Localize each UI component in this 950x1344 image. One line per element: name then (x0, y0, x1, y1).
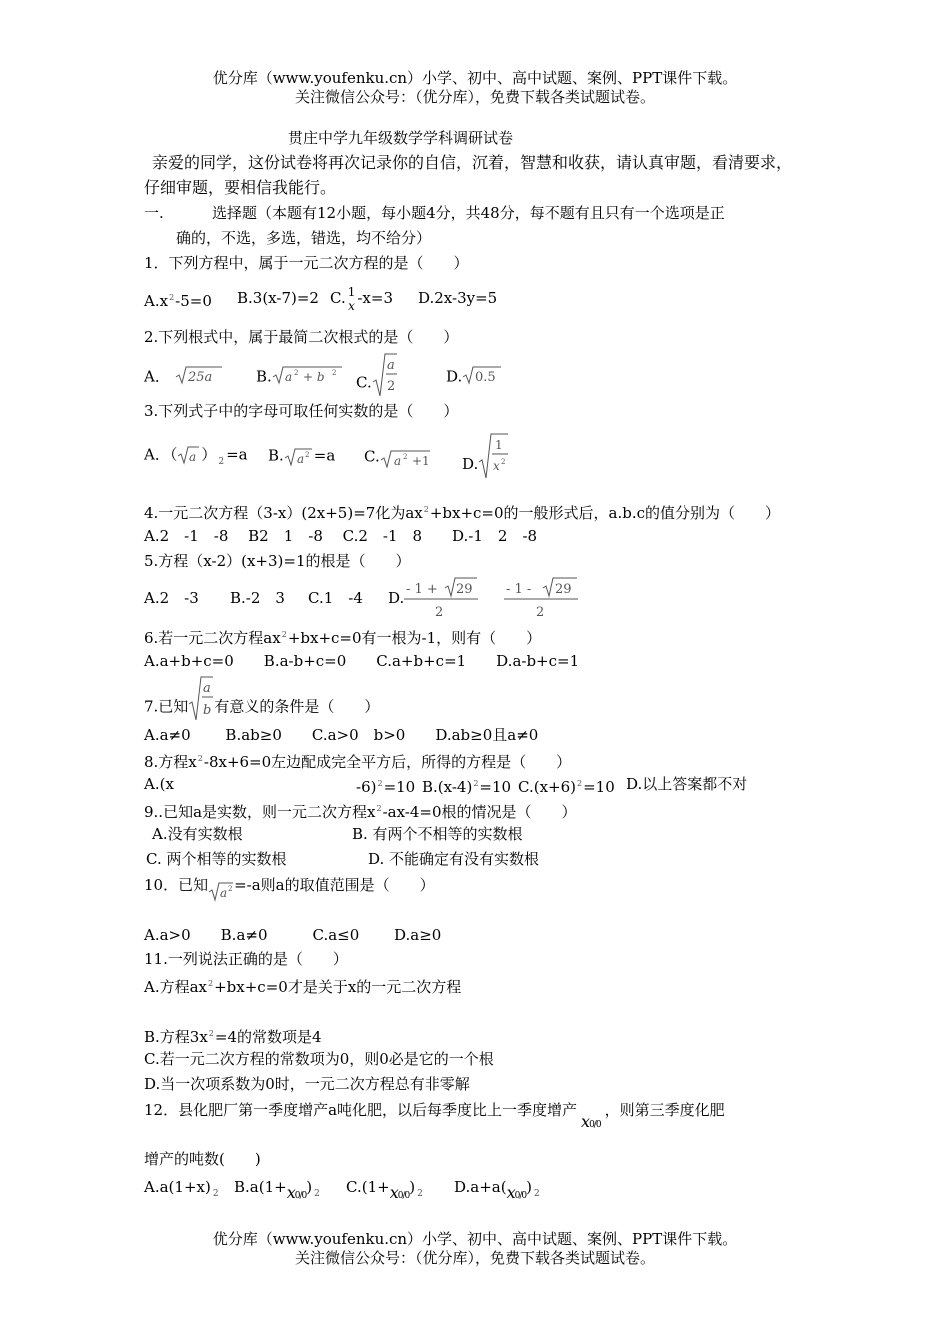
q8-stem: 8.方程$x^2-8x+6=0$左边配成完全平方后，所得的方程是（ ） (144, 753, 572, 771)
q9-option-b: B. 有两个不相等的实数根 (352, 825, 523, 843)
q2-option-c: C. a 2 (356, 352, 398, 415)
sqrt-frac-icon (478, 430, 510, 500)
fraction-sqrt-icon (403, 576, 479, 622)
q3-option-b: B. a 2 =a (268, 441, 335, 472)
q5-option-b: B.-2 3 (230, 589, 285, 607)
percent-x: x0/0 (581, 1112, 601, 1131)
percent-x: x0/0 (506, 1183, 527, 1202)
section-number: 一. (144, 204, 164, 222)
q5-d2-denominator: 2 (536, 605, 545, 620)
q5-d1-denominator: 2 (435, 605, 444, 620)
intro-line-1: 亲爱的同学，这份试卷将再次记录你的自信，沉着，智慧和收获，请认真审题，看清要求， (152, 153, 793, 172)
sqrt-icon (462, 364, 502, 391)
q8-option-c: $C.(x+6)^2=10$ (518, 778, 615, 796)
section-heading-line-2: 确的，不选，多选，错选，均不给分） (176, 229, 432, 247)
q2-option-d: D. 0.5 (446, 364, 502, 391)
q11-option-d: D.当一次项系数为0时，一元二次方程总有非零解 (144, 1075, 470, 1093)
q5-d1-radicand: 29 (456, 582, 473, 597)
fraction-sqrt-icon (503, 576, 579, 622)
q12-stem-line-2: 增产的吨数( ) (144, 1150, 261, 1168)
q10-options: A.a>0 B.a≠0 C.a≤0 D.a≥0 (144, 926, 442, 944)
q4-options: A.2 -1 -8 B2 1 -8 C.2 -1 8 D.-1 2 -8 (144, 527, 538, 545)
q2-option-b: B. a 2 + b 2 (256, 364, 344, 391)
q10-radicand: a (220, 886, 228, 900)
q9-option-c: C. 两个相等的实数根 (146, 850, 287, 868)
q1-option-d: D.2x-3y=5 (418, 289, 498, 307)
q3-option-c: C. a 2 +1 (364, 441, 432, 474)
q2-c-denominator: 2 (386, 379, 395, 394)
q5-option-d-label: D. (388, 589, 405, 607)
q7-denominator: b (203, 703, 212, 718)
sqrt-icon (380, 441, 432, 474)
q2-stem: 2.下列根式中，属于最简二次根式的是（ ） (144, 328, 459, 346)
q5-d2-numerator: - 1 - (506, 582, 532, 597)
q6-stem: 6.若一元二次方程$ax^2+bx+c=0$有一根为-1，则有（ ） (144, 629, 542, 647)
q3-stem: 3.下列式子中的字母可取任何实数的是（ ） (144, 402, 459, 420)
q6-options: A.a+b+c=0 B.a-b+c=0 C.a+b+c=1 D.a-b+c=1 (144, 652, 580, 670)
q3-c-radicand: a (393, 454, 401, 468)
q8-option-a-end: -6)$^2$=10 (356, 778, 416, 796)
footer-line-2: 关注微信公众号：（优分库），免费下载各类试题试卷。 (294, 1249, 655, 1267)
q11-option-a: A.方程$ax^2+bx+c=0$才是关于x的一元二次方程 (144, 978, 462, 996)
q2-b-term-b: + b (302, 370, 325, 384)
q1-option-b: B.3(x-7)=2 (237, 289, 319, 307)
q3-d-numerator: 1 (495, 438, 503, 452)
q12-option-a: A.a(1+x) $_2$ (144, 1178, 219, 1199)
sqrt-icon (208, 874, 234, 907)
sqrt-icon (175, 364, 223, 391)
q3-c-exponent: 2 (402, 453, 408, 461)
q11-option-b: B.方程$3x^2=4$的常数项是4 (144, 1028, 322, 1046)
percent-x: x0/0 (286, 1183, 307, 1202)
sqrt-icon (177, 441, 201, 470)
q12-option-b: B.a(1+x0/0) $_2$ (234, 1177, 322, 1206)
q2-b-exp-b: 2 (331, 369, 337, 377)
q11-stem: 11.一列说法正确的是（ ） (144, 950, 348, 968)
q3-b-radicand: a (296, 452, 304, 466)
q3-c-term: +1 (411, 454, 430, 468)
q7-stem: 7.已知 a b 有意义的条件是（ ） (144, 674, 379, 741)
q5-d2-radicand: 29 (555, 582, 572, 597)
sqrt-icon (284, 441, 314, 472)
q7-numerator: a (203, 681, 212, 696)
q3-d-denominator: x (493, 459, 501, 473)
q9-stem: 9..已知a是实数，则一元二次方程$x^2-ax-4=0$根的情况是（ ） (144, 803, 577, 821)
q12-stem-line-1: 12．县化肥厂第一季度增产a吨化肥，以后每季度比上一季度增产x0/0，则第三季度化肥 (144, 1100, 725, 1135)
q2-b-term-a: a (284, 370, 292, 384)
q10-stem: 10．已知 a 2 =-a则a的取值范围是（ ） (144, 874, 435, 907)
header-line-1: 优分库（www.youfenku.cn）小学、初中、高中试题、案例、PPT课件下载。 (212, 69, 738, 87)
q5-d1-numerator: - 1 + (406, 582, 438, 597)
q4-stem: 4.一元二次方程（3-x）(2x+5)=7化为$ax^2+bx+c=0$的一般形式后，a.b.c的值分别为（ ） (144, 504, 781, 522)
percent-x: x0/0 (389, 1183, 410, 1202)
q3-d-exponent: 2 (501, 458, 506, 466)
q2-b-exp-a: 2 (293, 369, 299, 377)
q5-option-c: C.1 -4 (308, 589, 363, 607)
footer-line-1: 优分库（www.youfenku.cn）小学、初中、高中试题、案例、PPT课件下载。 (212, 1230, 738, 1248)
q9-option-d: D. 不能确定有没有实数根 (368, 850, 540, 868)
q1-option-c: C. 1 x -x=3 (330, 285, 393, 313)
q3-a-radicand: a (189, 450, 197, 464)
q11-option-c: C.若一元二次方程的常数项为0，则0必是它的一个根 (144, 1050, 494, 1068)
q3-b-exponent: 2 (304, 451, 310, 459)
q9-option-a: A.没有实数根 (152, 825, 243, 843)
intro-line-2: 仔细审题，要相信我能行。 (144, 178, 337, 197)
q12-option-c: C.(1+x0/0) $_2$ (346, 1177, 425, 1206)
q2-d-radicand: 0.5 (475, 370, 496, 385)
q12-option-d: D.a+a(x0/0) $_2$ (454, 1177, 542, 1206)
header-line-2: 关注微信公众号：（优分库），免费下载各类试题试卷。 (294, 88, 655, 106)
q3-option-a: A．（ a ） $_2$ =a (144, 441, 248, 472)
page-title: 贯庄中学九年级数学学科调研试卷 (288, 129, 514, 147)
sqrt-icon (272, 364, 344, 391)
q8-option-b: $B.(x-4)^2=10$ (422, 778, 512, 796)
q2-option-a: A． 25a (144, 364, 223, 391)
q1-stem: 1．下列方程中，属于一元二次方程的是（ ） (144, 254, 469, 272)
q1-option-a: $A.x^2-5=0$ (144, 292, 212, 310)
q8-option-d: D.以上答案都不对 (626, 775, 748, 793)
q3-option-d: D. 1 x 2 (462, 430, 510, 500)
q5-stem: 5.方程（x-2）(x+3)=1的根是（ ） (144, 552, 411, 570)
q5-option-a: A.2 -3 (144, 589, 199, 607)
q10-exponent: 2 (228, 885, 233, 893)
q7-options: A.a≠0 B.ab≥0 C.a>0 b>0 D.ab≥0且a≠0 (144, 726, 539, 744)
q2-c-numerator: a (386, 358, 395, 373)
section-heading-line-1: 选择题（本题有12小题，每小题4分，共48分，每不题有且只有一个选项是正 (212, 204, 725, 222)
q2-a-radicand: 25a (187, 370, 212, 385)
q8-option-a-start: A.(x (144, 775, 174, 793)
